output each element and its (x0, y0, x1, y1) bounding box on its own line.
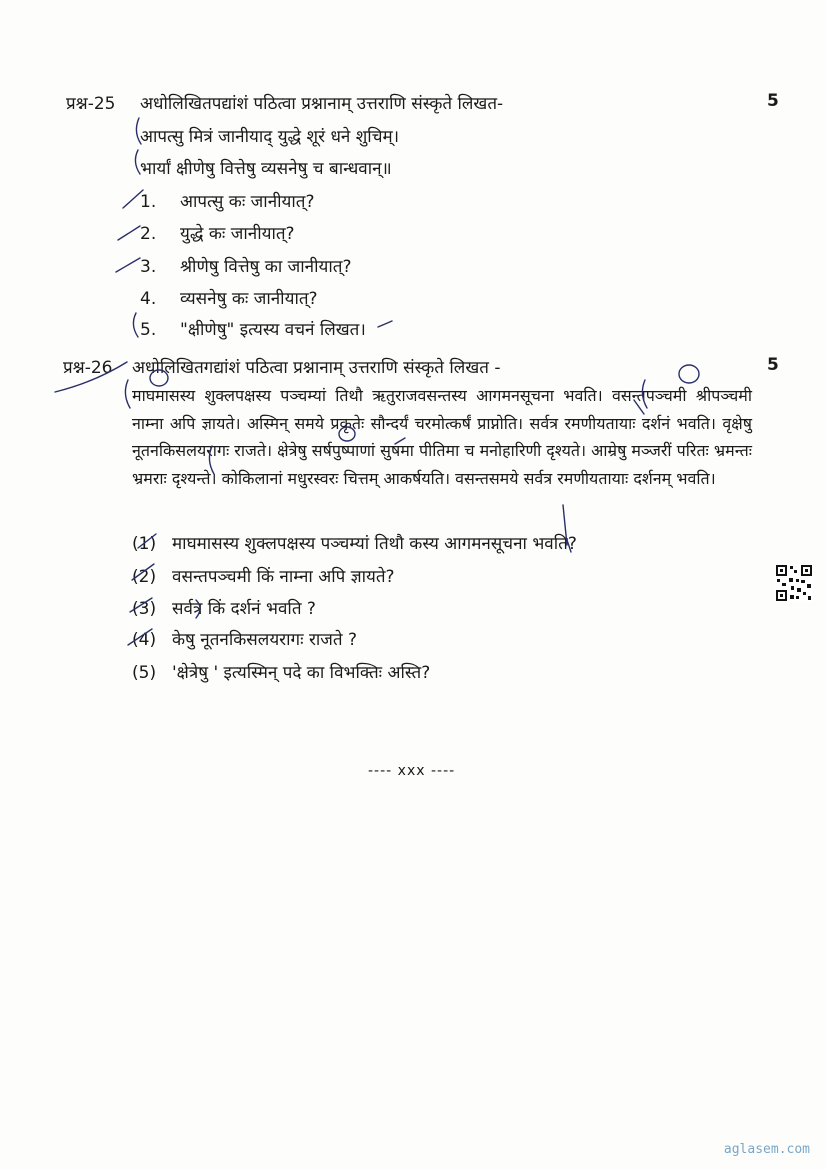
question-number: (5) (132, 663, 157, 683)
q25-question-3 (140, 254, 352, 277)
question-number: (3) (132, 599, 157, 619)
question-text: माघमासस्य शुक्लपक्षस्य पञ्चम्यां तिथौ कस्य आगमनसूचना भवति? (172, 534, 577, 554)
question-number: 1. (140, 192, 157, 212)
question-text: केषु नूतनकिसलयरागः राजते ? (172, 630, 358, 650)
end-marker: ---- xxx ---- (368, 763, 456, 779)
question-number: 3. (140, 257, 157, 277)
q26-label: प्रश्न-26 (63, 358, 113, 378)
question-number: 4. (140, 289, 157, 309)
q26-question-4 (132, 627, 357, 650)
question-text: "क्षीणेषु" इत्यस्य वचनं लिखत। (180, 320, 366, 340)
q26-question-2 (132, 564, 395, 587)
question-number: (2) (132, 567, 157, 587)
q26-marks: 5 (767, 355, 779, 375)
question-text: वसन्तपञ्चमी किं नाम्ना अपि ज्ञायते? (172, 567, 395, 587)
question-number: (1) (132, 534, 157, 554)
watermark: aglasem.com (723, 1142, 810, 1157)
question-text: 'क्षेत्रेषु ' इत्यस्मिन् पदे का विभक्तिः अस्ति? (172, 663, 431, 683)
q25-marks: 5 (767, 91, 779, 111)
q26-question-1 (132, 531, 577, 554)
q25-question-1 (140, 189, 315, 212)
q26-instruction: अधोलिखितगद्यांशं पठित्वा प्रश्नानाम् उत्तराणि संस्कृते लिखत - (132, 358, 501, 378)
q25-question-2 (140, 221, 295, 244)
question-number: 2. (140, 224, 157, 244)
q25-question-5 (140, 317, 366, 340)
question-text: श्रीणेषु वित्तेषु का जानीयात्? (180, 257, 352, 277)
q25-verse-line1: आपत्सु मित्रं जानीयाद् युद्धे शूरं धने शुचिम्। (140, 127, 400, 147)
qr-code-icon (775, 564, 813, 602)
q25-instruction: अधोलिखितपद्यांशं पठित्वा प्रश्नानाम् उत्तराणि संस्कृते लिखत- (140, 94, 504, 114)
q26-question-5 (132, 660, 430, 683)
question-text: व्यसनेषु कः जानीयात्? (180, 289, 318, 309)
q25-question-4 (140, 286, 318, 309)
question-number: (4) (132, 630, 157, 650)
question-text: आपत्सु कः जानीयात्? (180, 192, 315, 212)
q25-label: प्रश्न-25 (66, 94, 116, 114)
q26-question-3 (132, 596, 316, 619)
q26-passage: माघमासस्य शुक्लपक्षस्य पञ्चम्यां तिथौ ऋतुराजवसन्तस्य आगमनसूचना भवति। वसन्तपञ्चमी श्रीपञ्चमी नाम्ना अपि ज्ञायते। अस्मिन् समये प्रकृतेः सौन्दर्यं चरमोत्कर्षं प्राप्नोति। सर्वत्र रमणीयतायाः दर्शनं भवति। वृक्षेषु नूतनकिसलयरागः राजते। क्षेत्रेषु सर्षपुष्पाणां सुषमा पीतिमा च मनोहारिणी दृश्यते। आम्रेषु मञ्जरीं परितः भ्रमन्तः भ्रमराः दृश्यन्ते। कोकिलानां मधुरस्वरः चित्तम् आकर्षयति। वसन्तसमये सर्वत्र रमणीयतायाः दर्शनम् भवति। (132, 386, 752, 488)
question-text: युद्धे कः जानीयात्? (180, 224, 295, 244)
question-number: 5. (140, 320, 157, 340)
q25-verse-line2: भार्यां क्षीणेषु वित्तेषु व्यसनेषु च बान्धवान्॥ (140, 159, 392, 179)
question-text: सर्वत्र किं दर्शनं भवति ? (172, 599, 316, 619)
